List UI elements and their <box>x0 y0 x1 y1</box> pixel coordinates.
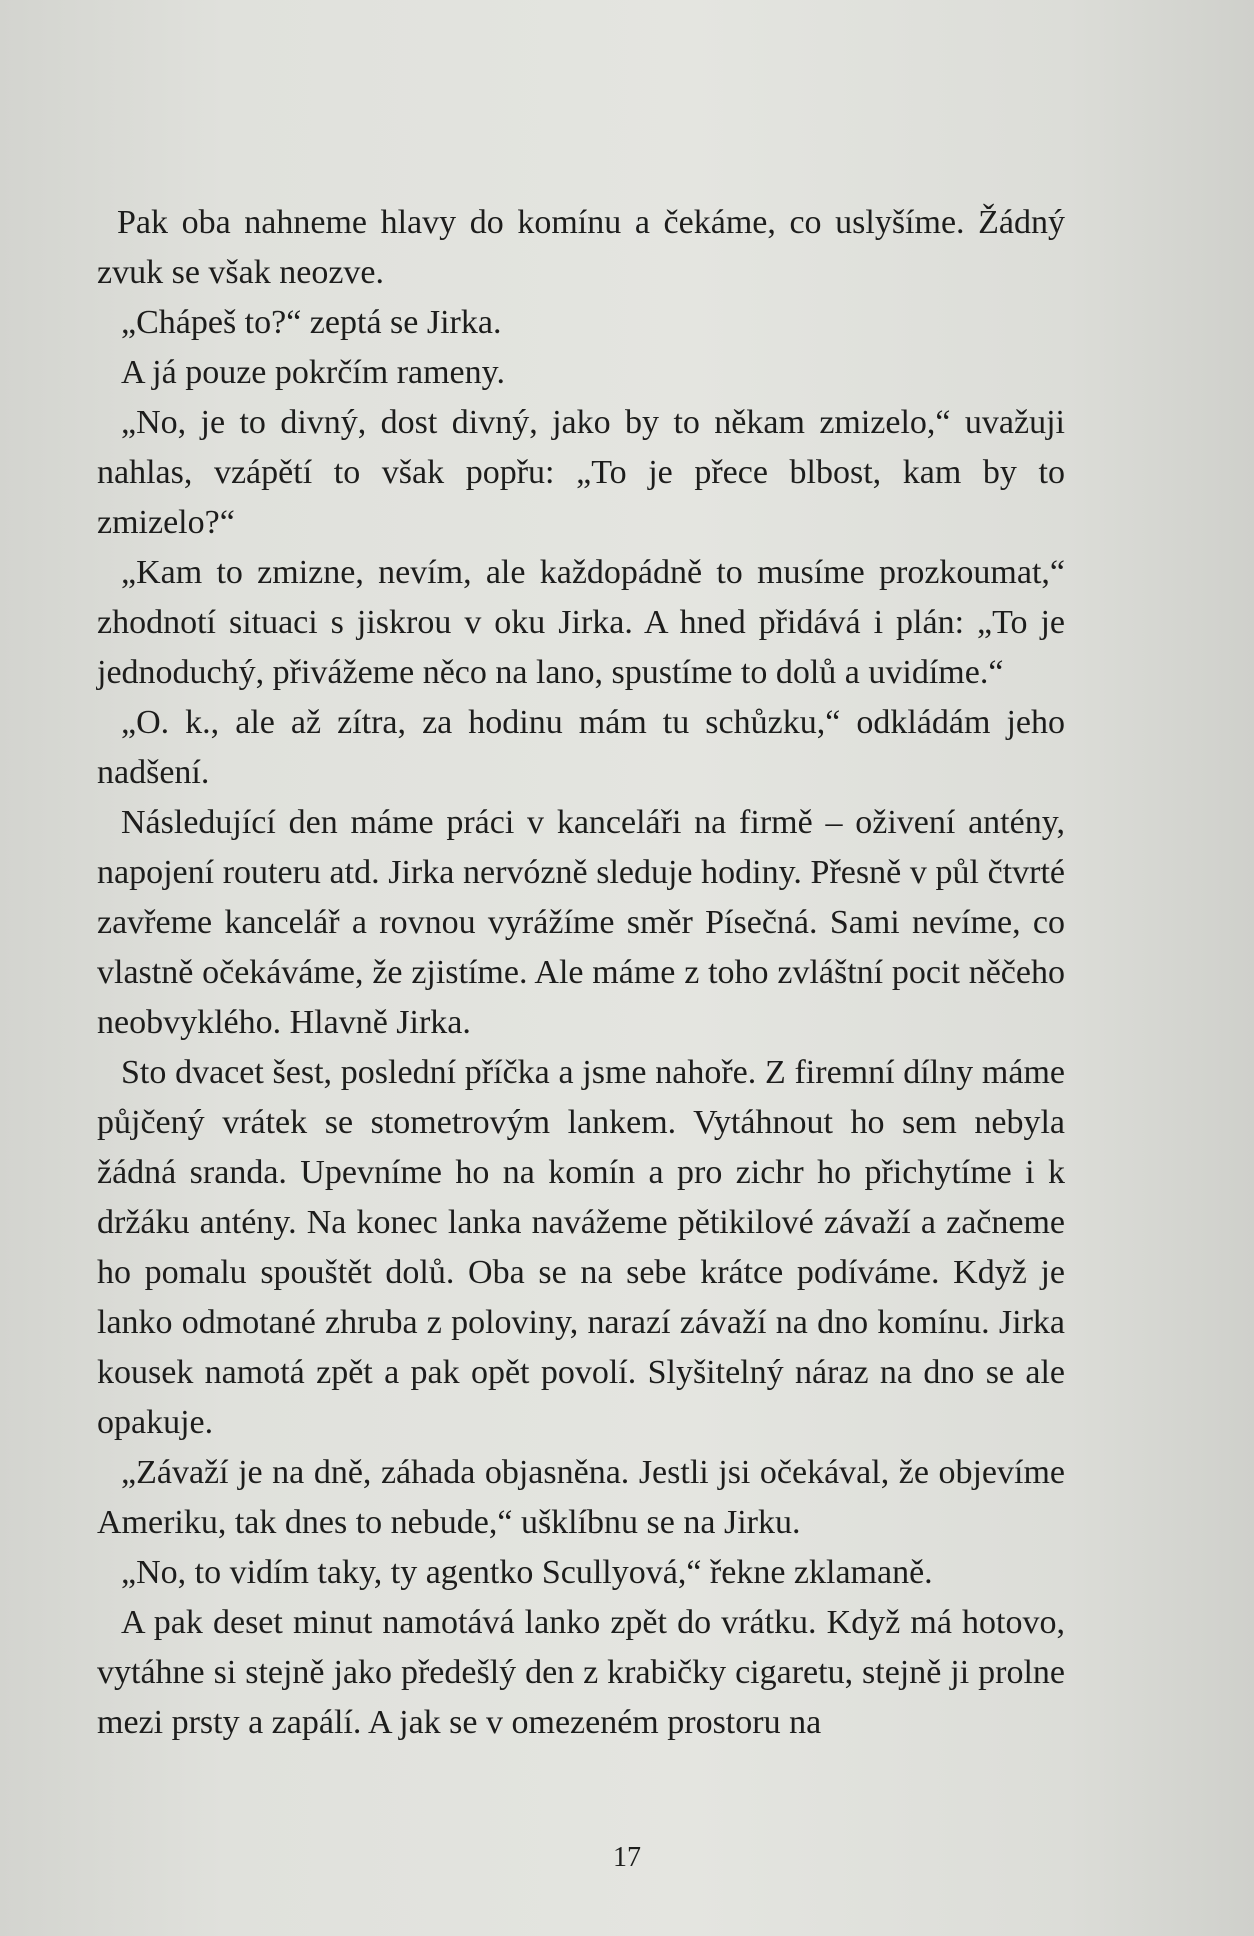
paragraph: A já pouze pokrčím rameny. <box>121 354 505 391</box>
paragraph: Následující den máme práci v kanceláři na firmě – oživení antény, napojení routeru atd. Jirka nervózně sleduje hodiny. Přesně v půl čtvrté zavřeme kancelář a rovnou vyrážíme směr Písečná. Sami nevíme, co vlastně očekáváme, že zjistíme. Ale máme z toho zvláštní pocit něčeho neobvyklého. Hlavně Jirka. <box>97 804 1065 1041</box>
paragraph: Pak oba nahneme hlavy do komínu a čekáme, co uslyšíme. Žádný zvuk se však neozve. <box>97 204 1065 291</box>
paragraph: Sto dvacet šest, poslední příčka a jsme nahoře. Z firemní dílny máme půjčený vrátek se stometrovým lankem. Vytáhnout ho sem nebyla žádná sranda. Upevníme ho na komín a pro zichr ho přichytíme i k držáku antény. Na konec lanka navážeme pětikilové závaží a začneme ho pomalu spouštět dolů. Oba se na sebe krátce podíváme. Když je lanko odmotané zhruba z poloviny, narazí závaží na dno komínu. Jirka kousek namotá zpět a pak opět povolí. Slyšitelný náraz na dno se ale opakuje. <box>97 1054 1065 1441</box>
paragraph: „O. k., ale až zítra, za hodinu mám tu schůzku,“ odkládám jeho nadšení. <box>97 704 1065 791</box>
page-number: 17 <box>613 1842 641 1873</box>
body-text <box>97 198 1065 1748</box>
paragraph: A pak deset minut namotává lanko zpět do vrátku. Když má hotovo, vytáhne si stejně jako předešlý den z krabičky cigaretu, stejně ji prolne mezi prsty a zapálí. A jak se v omezeném prostoru na <box>97 1604 1065 1741</box>
paragraph: „Chápeš to?“ zeptá se Jirka. <box>121 304 502 341</box>
paragraph: „Závaží je na dně, záhada objasněna. Jestli jsi očekával, že objevíme Ameriku, tak dnes to nebude,“ ušklíbnu se na Jirku. <box>97 1454 1065 1541</box>
paragraph: „No, je to divný, dost divný, jako by to někam zmizelo,“ uvažuji nahlas, vzápětí to však popřu: „To je přece blbost, kam by to zmizelo?“ <box>97 404 1065 541</box>
paragraph: „No, to vidím taky, ty agentko Scullyová,“ řekne zklamaně. <box>121 1554 933 1591</box>
paragraph: „Kam to zmizne, nevím, ale každopádně to musíme prozkoumat,“ zhodnotí situaci s jiskrou v oku Jirka. A hned přidává i plán: „To je jednoduchý, přivážeme něco na lano, spustíme to dolů a uvidíme.“ <box>97 554 1065 691</box>
